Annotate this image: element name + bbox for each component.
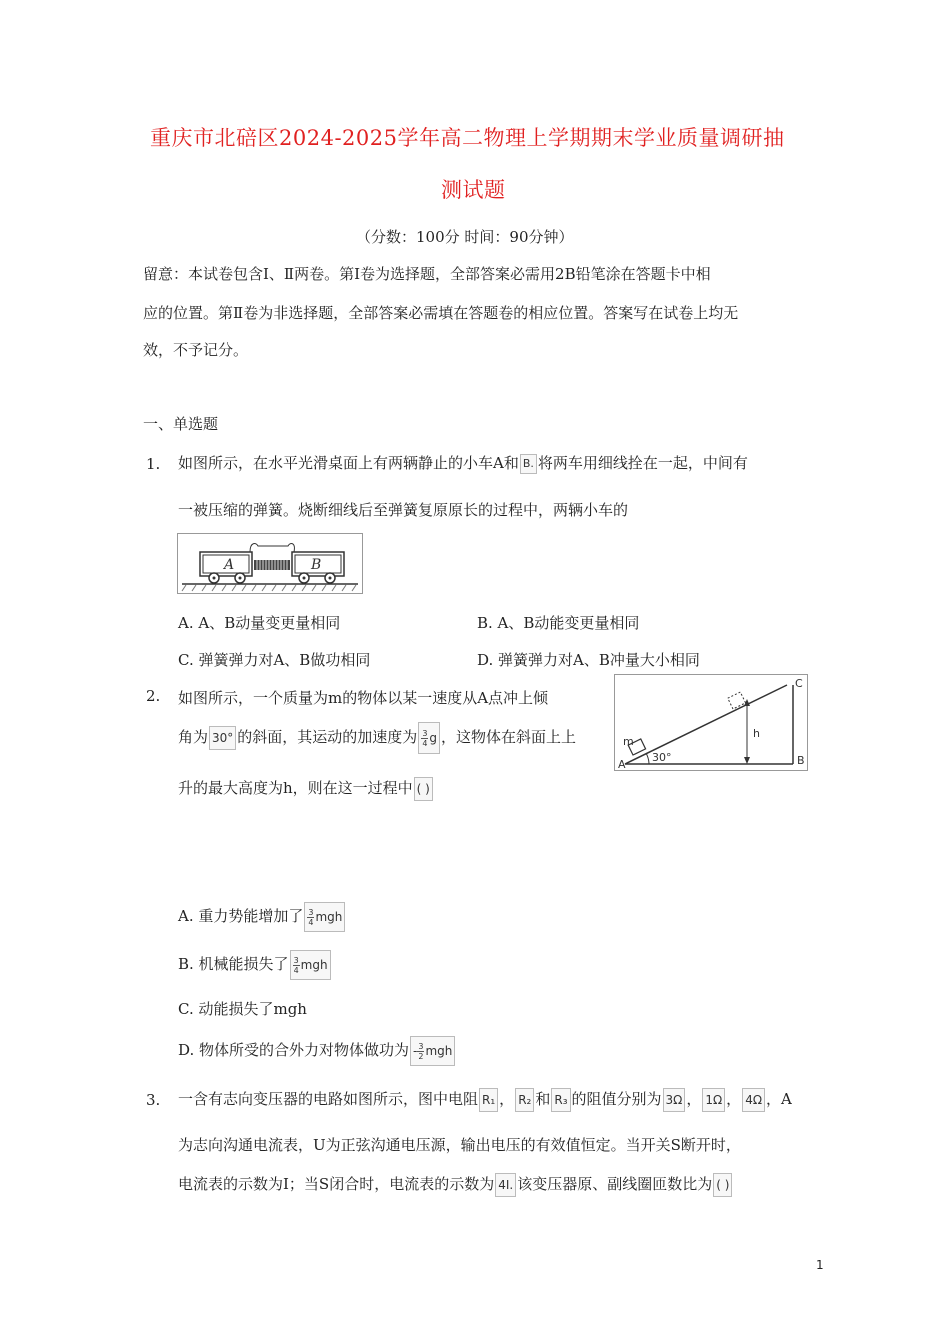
q2-option-a-formula xyxy=(304,902,345,932)
carts-diagram xyxy=(178,534,362,593)
acc-numerator: 3 xyxy=(422,729,428,738)
q1-line1 xyxy=(178,452,748,474)
opt-d-num: 3 xyxy=(418,1042,424,1051)
r2-box: R₂ xyxy=(515,1088,534,1112)
q3-text-d: 电流表的示数为I；当S闭合时，电流表的示数为 xyxy=(178,1175,495,1193)
q2-acceleration-box xyxy=(418,722,440,754)
q2-incline-figure xyxy=(614,674,808,771)
q2-option-b xyxy=(178,950,332,980)
q2-option-d xyxy=(178,1036,456,1066)
q2-text-b: 的斜面，其运动的加速度为 xyxy=(237,728,418,746)
q1-option-b: B. A、B动能变更量相同 xyxy=(477,614,640,632)
point-b-label: B xyxy=(797,754,805,767)
notice-line3: 效，不予记分。 xyxy=(143,341,249,359)
q1-cart-figure xyxy=(177,533,363,594)
r1-box: R₁ xyxy=(479,1088,498,1112)
q1-text-a: 如图所示，在水平光滑桌面上有两辆静止的小车A和 xyxy=(178,454,519,472)
q3-current-box: 4I. xyxy=(495,1173,516,1197)
q3-number: 3. xyxy=(146,1091,161,1109)
page-title-line2: 测试题 xyxy=(441,178,506,202)
q3-text-e: 该变压器原、副线圈匝数比为 xyxy=(517,1175,713,1193)
opt-a-tail: mgh xyxy=(315,910,343,924)
q1-inline-formula: B. xyxy=(520,454,537,474)
q3-text-b: 的阻值分别为 xyxy=(571,1090,662,1108)
notice-line1: 留意：本试卷包含Ⅰ、Ⅱ两卷。第Ⅰ卷为选择题，全部答案必需用2B铅笔涂在答题卡中相 xyxy=(143,265,711,283)
opt-b-den: 4 xyxy=(293,966,299,975)
q2-option-a-text: A. 重力势能增加了 xyxy=(178,907,304,925)
q1-option-d: D. 弹簧弹力对A、B冲量大小相同 xyxy=(477,651,700,669)
r3-box: R₃ xyxy=(551,1088,570,1112)
value2-box: 1Ω xyxy=(702,1088,725,1112)
q1-option-c: C. 弹簧弹力对A、B做功相同 xyxy=(178,651,371,669)
q2-option-a xyxy=(178,902,346,932)
incline-diagram xyxy=(615,675,807,770)
height-label: h xyxy=(753,727,760,740)
q1-option-a: A. A、B动量变更量相同 xyxy=(178,614,341,632)
notice-line2: 应的位置。第Ⅱ卷为非选择题，全部答案必需填在答题卷的相应位置。答案写在试卷上均无 xyxy=(143,304,739,322)
q1-line2: 一被压缩的弹簧。烧断细线后至弹簧复原原长的过程中，两辆小车的 xyxy=(178,501,629,519)
q3-line1 xyxy=(178,1088,792,1112)
q2-answer-box: ( ) xyxy=(414,777,433,801)
point-a-label: A xyxy=(618,758,626,770)
acc-denominator: 4 xyxy=(422,739,428,748)
exam-info: （分数：100分 时间：90分钟） xyxy=(356,228,574,246)
opt-a-num: 3 xyxy=(308,908,314,917)
q2-option-b-text: B. 机械能损失了 xyxy=(178,955,289,973)
q3-line3 xyxy=(178,1173,733,1197)
value3-box: 4Ω xyxy=(742,1088,765,1112)
q1-number: 1. xyxy=(146,455,161,473)
q2-number: 2. xyxy=(146,687,161,705)
q2-text-a: 角为 xyxy=(178,728,209,746)
opt-a-den: 4 xyxy=(308,918,314,927)
q3-and: 和 xyxy=(535,1090,551,1108)
q2-option-d-text: D. 物体所受的合外力对物体做功为 xyxy=(178,1041,410,1059)
value1-box: 3Ω xyxy=(663,1088,686,1112)
acc-g: g xyxy=(429,731,438,745)
mass-label: m xyxy=(623,735,634,748)
q1-text-b: 将两车用细线拴在一起，中间有 xyxy=(537,454,748,472)
section-heading: 一、单选题 xyxy=(143,415,219,433)
angle-label: 30° xyxy=(652,751,672,764)
opt-b-tail: mgh xyxy=(300,958,328,972)
q3-comma-2: ， xyxy=(686,1090,702,1108)
page-title-line1: 重庆市北碚区2024-2025学年高二物理上学期期末学业质量调研抽 xyxy=(150,126,785,150)
opt-b-num: 3 xyxy=(293,956,299,965)
q2-option-d-formula xyxy=(410,1036,455,1066)
cart-a-label: A xyxy=(224,557,235,573)
q2-line1: 如图所示，一个质量为m的物体以某一速度从A点冲上倾 xyxy=(178,689,549,707)
cart-b-label: B xyxy=(311,557,322,573)
q2-angle-box: 30° xyxy=(209,726,236,750)
q3-answer-box: ( ) xyxy=(713,1173,732,1197)
opt-d-den: 2 xyxy=(418,1052,424,1061)
q2-option-b-formula xyxy=(290,950,331,980)
q3-text-c: ，A xyxy=(766,1090,792,1108)
q2-line3 xyxy=(178,777,434,801)
opt-d-tail: mgh xyxy=(425,1044,453,1058)
page-number: 1 xyxy=(816,1258,824,1272)
point-c-label: C xyxy=(795,677,803,690)
opt-d-sign: - xyxy=(413,1044,418,1058)
q3-comma: ， xyxy=(499,1090,515,1108)
q3-text-a: 一含有志向变压器的电路如图所示，图中电阻 xyxy=(178,1090,479,1108)
q3-line2: 为志向沟通电流表，U为正弦沟通电压源，输出电压的有效值恒定。当开关S断开时， xyxy=(178,1136,741,1154)
q3-comma-3: ， xyxy=(726,1090,742,1108)
q2-option-c: C. 动能损失了mgh xyxy=(178,1000,307,1018)
q2-text-d: 升的最大高度为h，则在这一过程中 xyxy=(178,779,413,797)
q2-text-c: ，这物体在斜面上上 xyxy=(441,728,577,746)
q2-line2 xyxy=(178,722,576,754)
